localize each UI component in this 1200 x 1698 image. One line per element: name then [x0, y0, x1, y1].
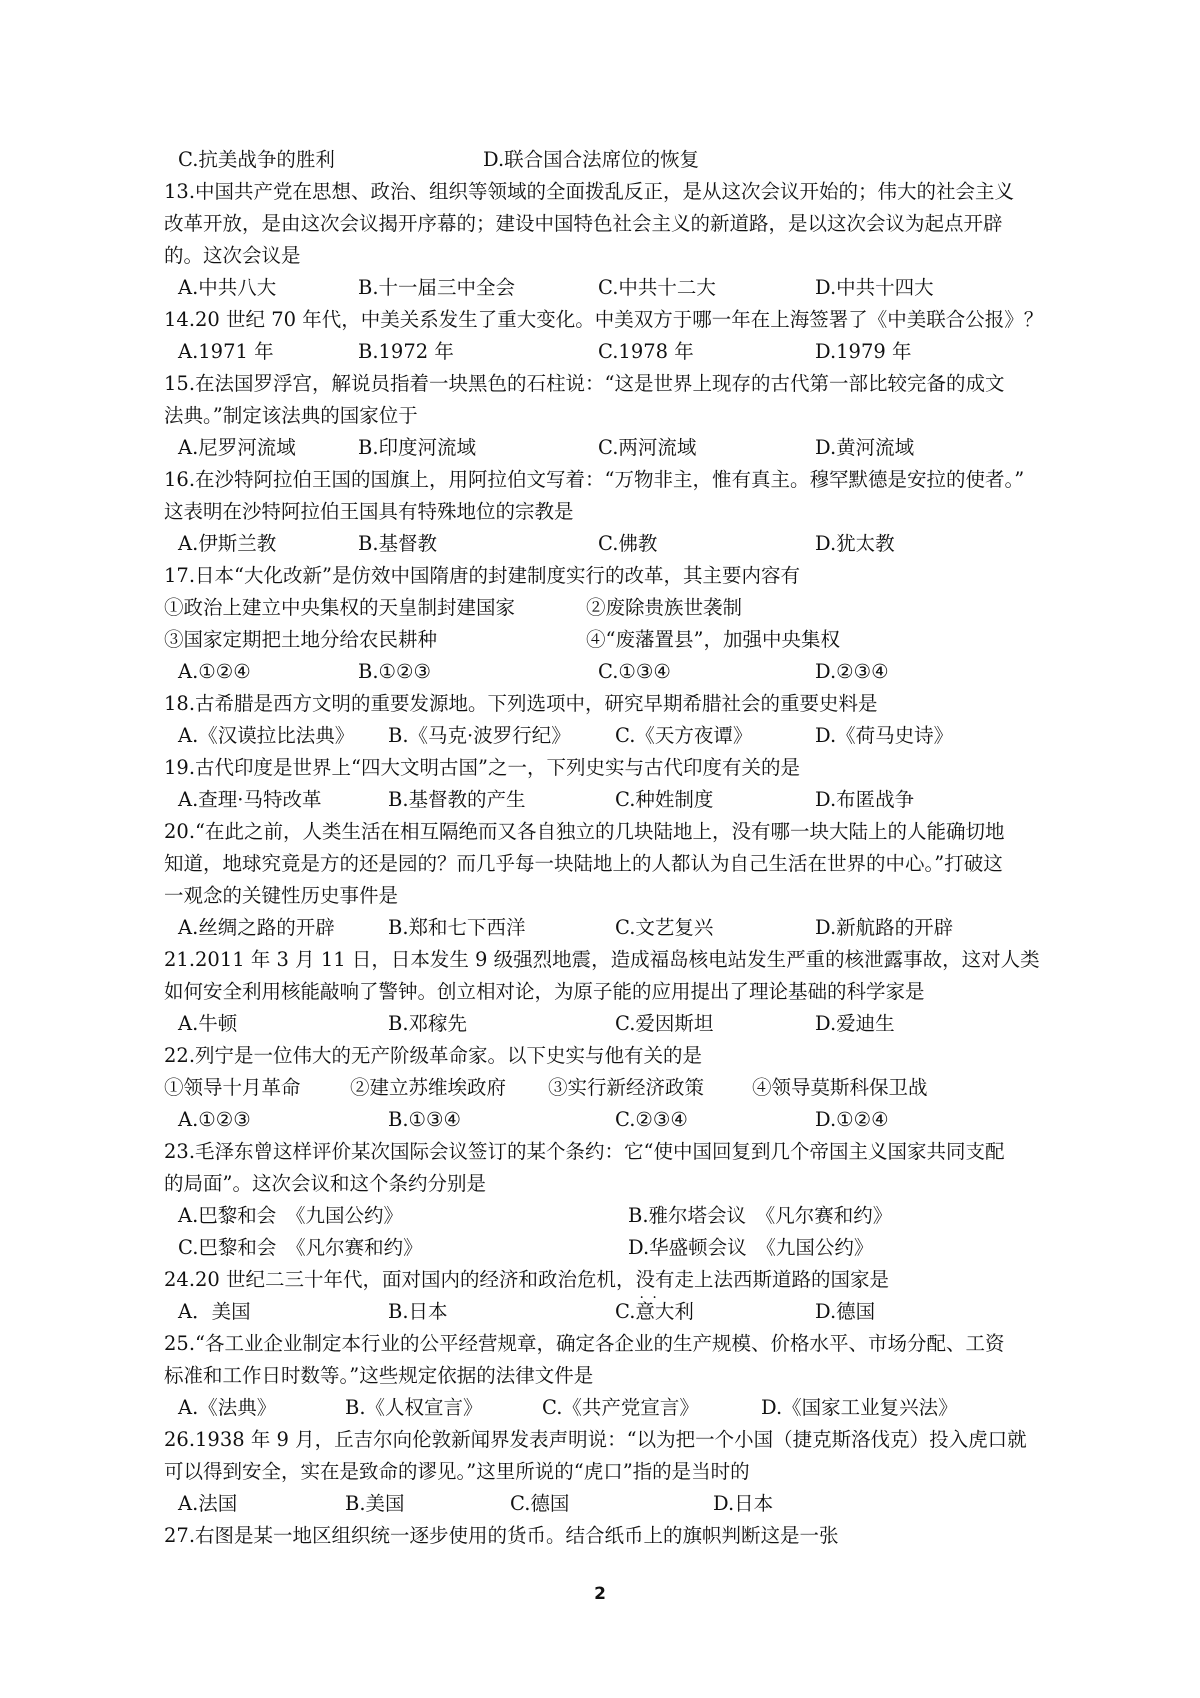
- answer-option: B.邓稼先: [388, 1012, 468, 1035]
- option-row: [164, 1008, 1064, 1040]
- exam-page: [164, 144, 1064, 1552]
- question-text-line: 如何安全利用核能敲响了警钟。创立相对论，为原子能的应用提出了理论基础的科学家是: [164, 980, 925, 1003]
- page-number: 2: [594, 1584, 606, 1604]
- answer-option: A．美国: [178, 1300, 251, 1323]
- question-text-line: 26.1938 年 9 月，丘吉尔向伦敦新闻界发表声明说：“以为把一个小国（捷克斯洛伐克）投入虎口就: [164, 1428, 1027, 1451]
- option-row: [164, 144, 1064, 176]
- answer-option: B.印度河流域: [358, 436, 477, 459]
- answer-option: B.雅尔塔会议 《凡尔赛和约》: [628, 1204, 893, 1227]
- option-row: [164, 720, 1064, 752]
- answer-option: A.1971 年: [178, 340, 274, 363]
- answer-option: C.巴黎和会 《凡尔赛和约》: [178, 1236, 423, 1259]
- question-text-line: 一观念的关键性历史事件是: [164, 884, 399, 907]
- answer-option: C.《共产党宣言》: [542, 1396, 699, 1419]
- answer-option: D.布匿战争: [815, 788, 915, 811]
- answer-option: A.尼罗河流域: [178, 436, 296, 459]
- answer-option: D.犹太教: [815, 532, 895, 555]
- question-text-line: 13.中国共产党在思想、政治、组织等领域的全面拨乱反正，是从这次会议开始的；伟大的社会主义: [164, 180, 1015, 203]
- answer-option: A.巴黎和会 《九国公约》: [178, 1204, 404, 1227]
- answer-option: C.1978 年: [598, 340, 694, 363]
- question-text-line: 15.在法国罗浮宫，解说员指着一块黑色的石柱说：“这是世界上现存的古代第一部比较完备的成文: [164, 372, 1005, 395]
- answer-option: C.爱因斯坦: [615, 1012, 714, 1035]
- answer-option: C.②③④: [615, 1108, 688, 1131]
- answer-option: ①政治上建立中央集权的天皇制封建国家: [164, 596, 516, 619]
- answer-option: D.德国: [815, 1300, 876, 1323]
- answer-option: ③实行新经济政策: [548, 1076, 705, 1099]
- question-text-line: 法典。”制定该法典的国家位于: [164, 404, 418, 427]
- answer-option: D.黄河流域: [815, 436, 915, 459]
- answer-option: A.牛顿: [178, 1012, 238, 1035]
- question-text-line: 21.2011 年 3 月 11 日，日本发生 9 级强烈地震，造成福岛核电站发生严重的核泄露事故，这对人类: [164, 948, 1040, 971]
- answer-option: ④领导莫斯科保卫战: [752, 1076, 928, 1099]
- answer-option: B.①②③: [358, 660, 431, 683]
- answer-option: ④“废藩置县”，加强中央集权: [586, 628, 840, 651]
- answer-option: A.①②④: [178, 660, 251, 683]
- answer-option: C.文艺复兴: [615, 916, 714, 939]
- answer-option: C.意大利: [615, 1300, 694, 1323]
- answer-option: B.美国: [345, 1492, 405, 1515]
- answer-option: D.华盛顿会议 《九国公约》: [628, 1236, 874, 1259]
- answer-option: ③国家定期把土地分给农民耕种: [164, 628, 438, 651]
- question-text-line: 16.在沙特阿拉伯王国的国旗上，用阿拉伯文写着：“万物非主，惟有真主。穆罕默德是安拉的使者。”: [164, 468, 1025, 491]
- answer-option: B.①③④: [388, 1108, 461, 1131]
- answer-option: C.两河流域: [598, 436, 697, 459]
- option-row: [164, 1232, 1064, 1264]
- answer-option: D.《荷马史诗》: [815, 724, 954, 747]
- answer-option: B.十一届三中全会: [358, 276, 516, 299]
- question-text-line: 改革开放，是由这次会议揭开序幕的；建设中国特色社会主义的新道路，是以这次会议为起点开辟: [164, 212, 1003, 235]
- answer-option: C.①③④: [598, 660, 671, 683]
- option-row: [164, 1104, 1064, 1136]
- answer-option: B.基督教的产生: [388, 788, 526, 811]
- question-text-line: 20.“在此之前，人类生活在相互隔绝而又各自独立的几块陆地上，没有哪一块大陆上的人能确切地: [164, 820, 1005, 843]
- answer-option: D.日本: [713, 1492, 774, 1515]
- answer-option: D.联合国合法席位的恢复: [483, 148, 700, 171]
- answer-option: C.佛教: [598, 532, 658, 555]
- question-text-line: 18.古希腊是西方文明的重要发源地。下列选项中，研究早期希腊社会的重要史料是: [164, 692, 878, 715]
- question-text-line: 的。这次会议是: [164, 244, 301, 267]
- question-text-line: 可以得到安全，实在是致命的谬见。”这里所说的“虎口”指的是当时的: [164, 1460, 750, 1483]
- option-row: [164, 1200, 1064, 1232]
- question-text-line: 25.“各工业企业制定本行业的公平经营规章，确定各企业的生产规模、价格水平、市场分配、工资: [164, 1332, 1005, 1355]
- option-row: [164, 528, 1064, 560]
- question-text-line: 17.日本“大化改新”是仿效中国隋唐的封建制度实行的改革，其主要内容有: [164, 564, 800, 587]
- answer-option: A.《汉谟拉比法典》: [178, 724, 355, 747]
- question-text-line: [164, 1264, 1064, 1296]
- option-row: [164, 1072, 1064, 1104]
- question-text-segment: 走上法西斯道路的国家是: [674, 1268, 890, 1291]
- answer-option: A.伊斯兰教: [178, 532, 277, 555]
- question-text-line: 这表明在沙特阿拉伯王国具有特殊地位的宗教是: [164, 500, 574, 523]
- answer-option: B.郑和七下西洋: [388, 916, 526, 939]
- option-row: [164, 432, 1064, 464]
- answer-option: D.②③④: [815, 660, 889, 683]
- option-row: [164, 1296, 1064, 1328]
- option-row: [164, 592, 1064, 624]
- question-text-line: 22.列宁是一位伟大的无产阶级革命家。以下史实与他有关的是: [164, 1044, 703, 1067]
- answer-option: D.《国家工业复兴法》: [761, 1396, 958, 1419]
- question-text-line: 14.20 世纪 70 年代，中美关系发生了重大变化。中美双方于哪一年在上海签署了《中美联合公报》？: [164, 308, 1044, 331]
- option-row: [164, 624, 1064, 656]
- answer-option: ②废除贵族世袭制: [586, 596, 743, 619]
- answer-option: C.中共十二大: [598, 276, 716, 299]
- answer-option: A.中共八大: [178, 276, 277, 299]
- answer-option: A.丝绸之路的开辟: [178, 916, 335, 939]
- answer-option: ①领导十月革命: [164, 1076, 301, 1099]
- answer-option: B.《人权宣言》: [345, 1396, 483, 1419]
- answer-option: C.德国: [510, 1492, 570, 1515]
- answer-option: C.抗美战争的胜利: [178, 148, 335, 171]
- answer-option: ②建立苏维埃政府: [350, 1076, 507, 1099]
- answer-option: C.种姓制度: [615, 788, 714, 811]
- question-text-line: 知道，地球究竟是方的还是园的？而几乎每一块陆地上的人都认为自己生活在世界的中心。”打破这: [164, 852, 1003, 875]
- question-text-line: 23.毛泽东曾这样评价某次国际会议签订的某个条约：它“使中国回复到几个帝国主义国家共同支配: [164, 1140, 1005, 1163]
- answer-option: B.日本: [388, 1300, 448, 1323]
- question-text-line: 的局面”。这次会议和这个条约分别是: [164, 1172, 486, 1195]
- answer-option: D.①②④: [815, 1108, 889, 1131]
- option-row: [164, 272, 1064, 304]
- answer-option: B.基督教: [358, 532, 438, 555]
- option-row: [164, 1488, 1064, 1520]
- answer-option: B.《马克·波罗行纪》: [388, 724, 571, 747]
- option-row: [164, 336, 1064, 368]
- question-text-segment: 24.20 世纪二三十年代，面对国内的经济和政治危机，: [164, 1268, 636, 1291]
- answer-option: A.《法典》: [178, 1396, 277, 1419]
- answer-option: C.《天方夜谭》: [615, 724, 753, 747]
- option-row: [164, 656, 1064, 688]
- answer-option: D.中共十四大: [815, 276, 934, 299]
- answer-option: B.1972 年: [358, 340, 454, 363]
- option-row: [164, 784, 1064, 816]
- question-text-line: 27.右图是某一地区组织统一逐步使用的货币。结合纸币上的旗帜判断这是一张: [164, 1524, 839, 1547]
- answer-option: A.①②③: [178, 1108, 251, 1131]
- question-text-line: 19.古代印度是世界上“四大文明古国”之一，下列史实与古代印度有关的是: [164, 756, 800, 779]
- option-row: [164, 912, 1064, 944]
- question-text-line: 标准和工作日时数等。”这些规定依据的法律文件是: [164, 1364, 594, 1387]
- answer-option: A.法国: [178, 1492, 238, 1515]
- option-row: [164, 1392, 1064, 1424]
- answer-option: D.新航路的开辟: [815, 916, 954, 939]
- answer-option: D.1979 年: [815, 340, 912, 363]
- answer-option: A.查理·马特改革: [178, 788, 322, 811]
- emphasized-word: 没有 · ·: [636, 1264, 675, 1296]
- answer-option: D.爱迪生: [815, 1012, 895, 1035]
